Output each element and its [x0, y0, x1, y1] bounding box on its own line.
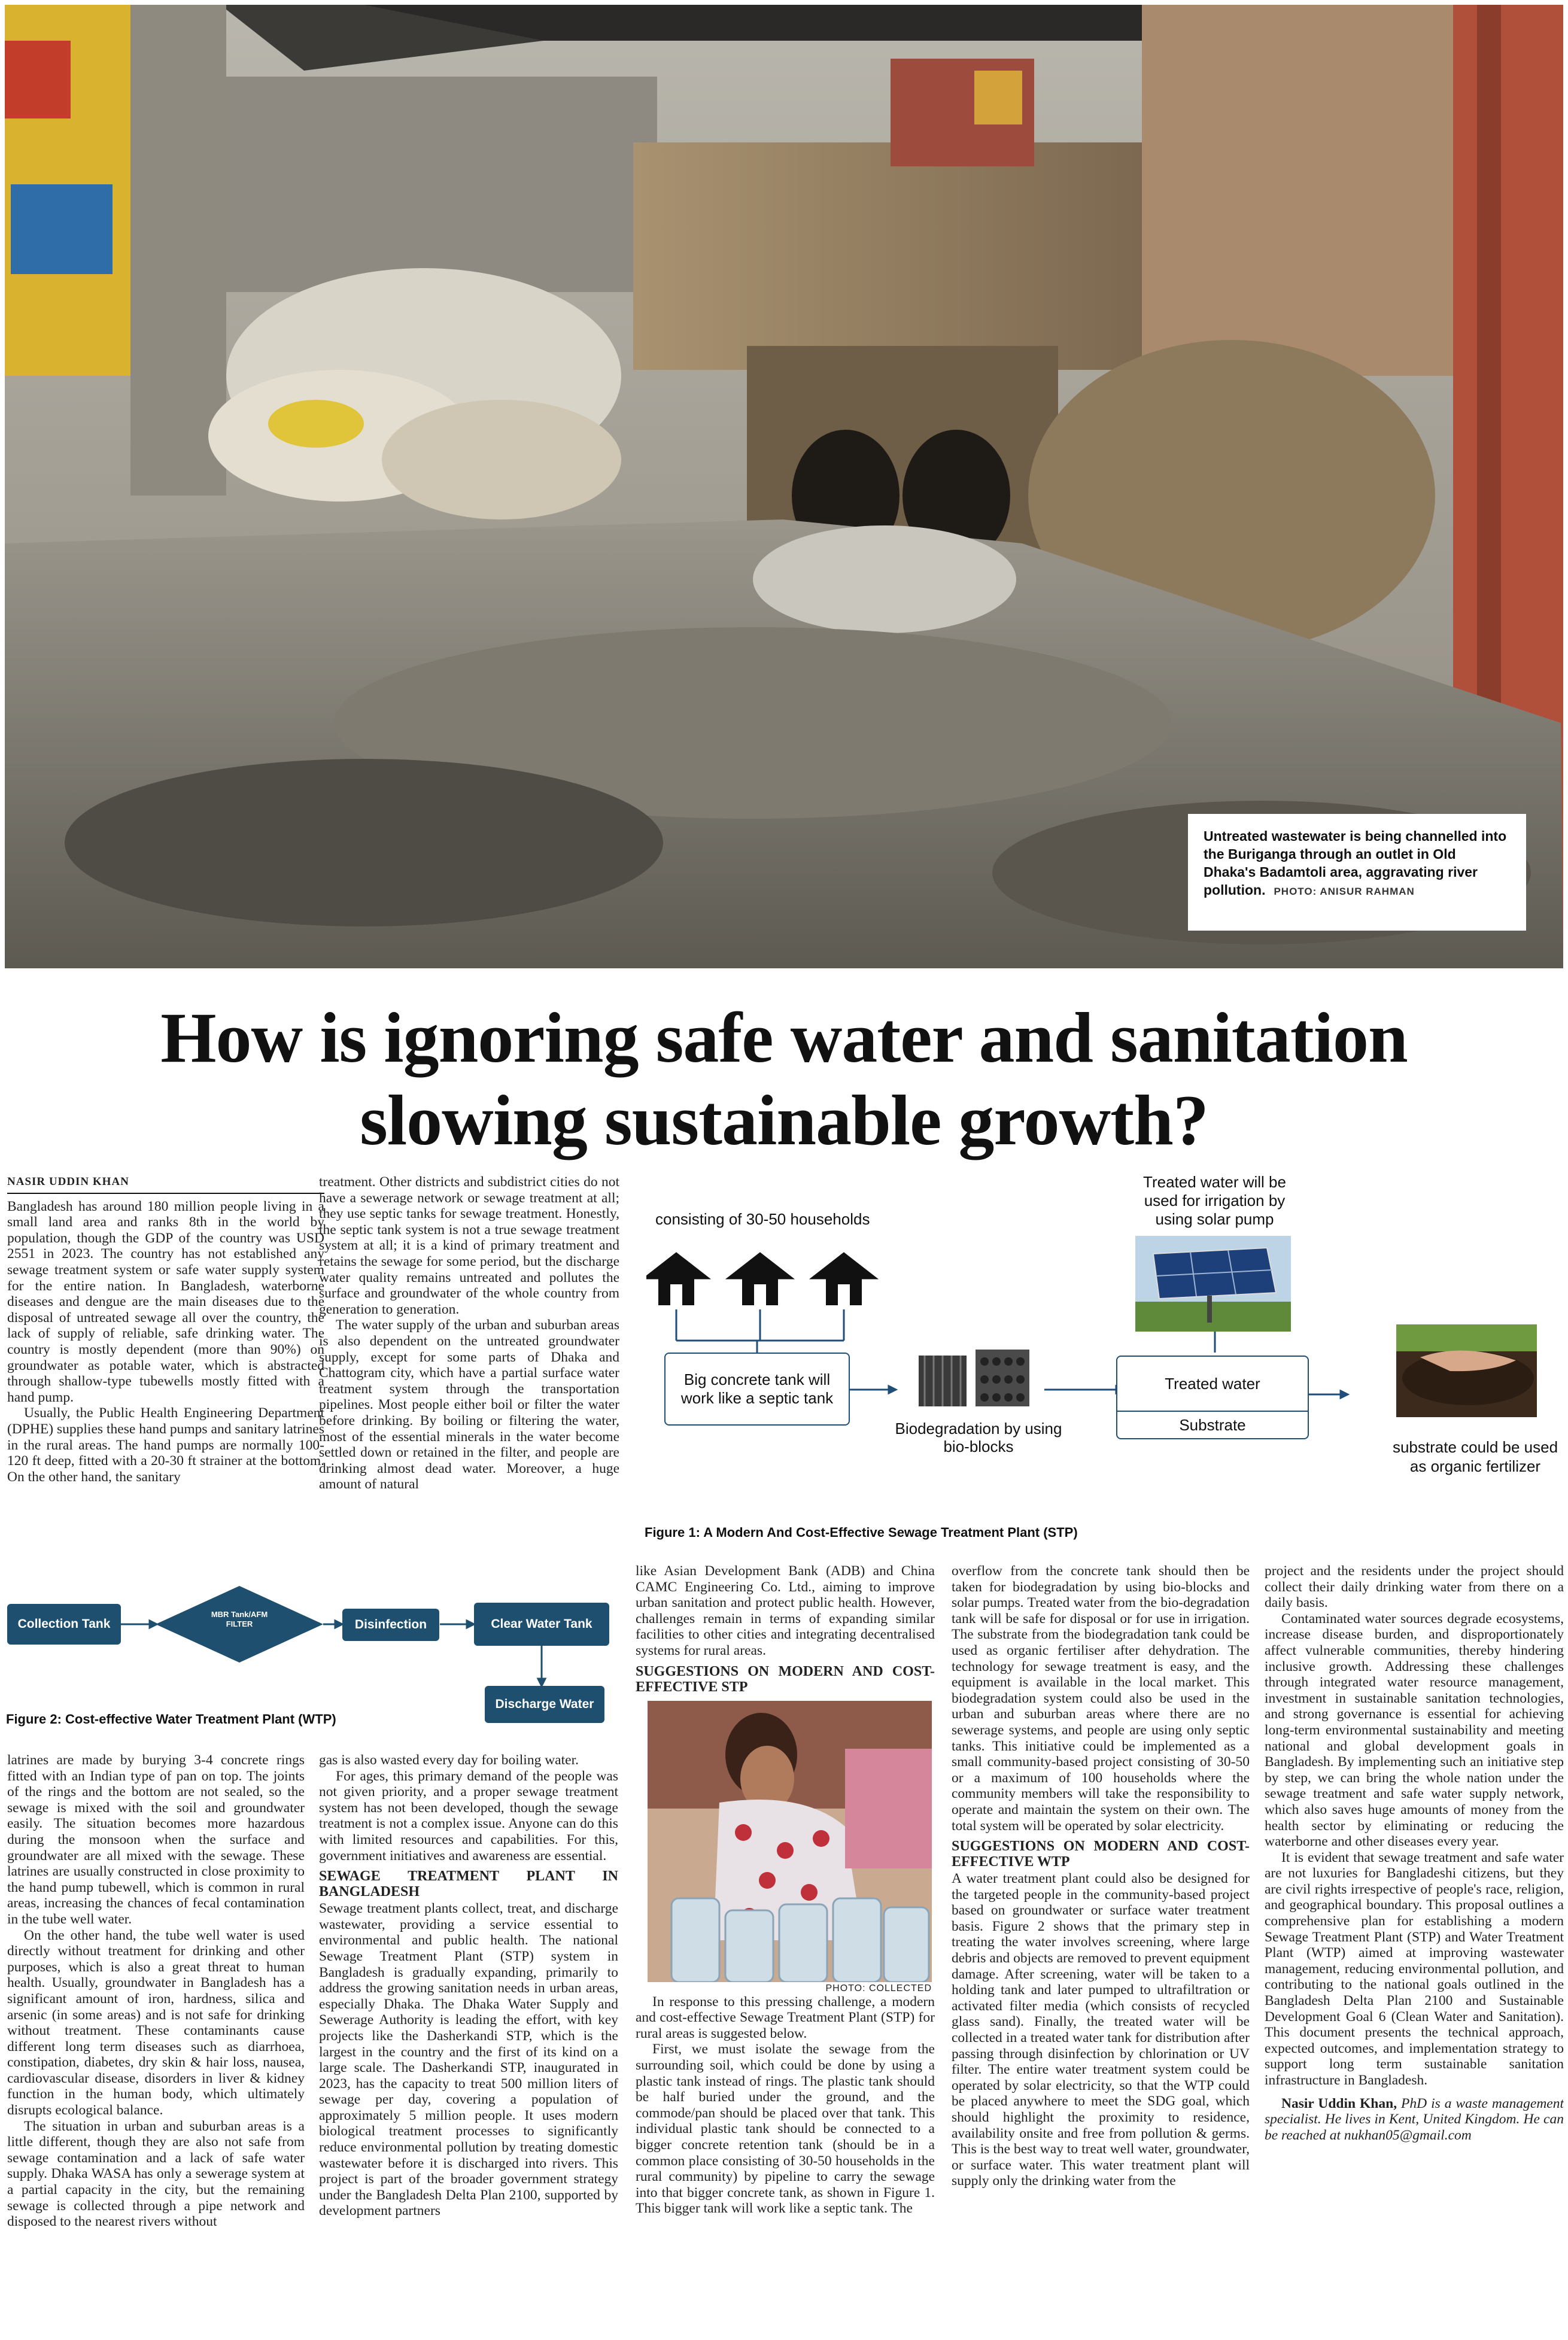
fertilizer-image — [1396, 1324, 1537, 1417]
paragraph: A water treatment plant could also be designed for the targeted people in the community-based project based on groundwater or surface water treatment basis. Figure 2 shows that the primary step in treating the water involves screening, where large debris and objects are removed to prevent equipment damage. After screening, water will be taken to a holding tank and later pumped to ultrafiltration or activated filter media (which consists of recycled glass sand). Finally, the treated water will be collected in a treated water tank for distribution after passing through disinfection by chlorination or UV filter. The entire water treatment system could be operated by solar electricity, so that the WTP could be placed anywhere to meet the SDG goal, which should highlight the proximity to residence, availability onsite and free from pollution & germs. This is the best way to treat well water, groundwater, or surface water. This water treatment plant will supply only the drinking water from the — [952, 1871, 1250, 2189]
hero-photo-credit: PHOTO: ANISUR RAHMAN — [1274, 886, 1415, 897]
section-heading: SEWAGE TREATMENT PLANT IN BANGLADESH — [319, 1868, 618, 1900]
paragraph: Usually, the Public Health Engineering Department (DPHE) supplies these hand pumps and sanitary latrines in the rural areas. The hand pumps are normally 100-120 ft deep, fitted with a 20-30 ft strainer at the bottom. On the other hand, the sanitary — [7, 1405, 324, 1485]
substrate-label: Substrate — [1179, 1415, 1246, 1434]
author-bio — [1265, 2096, 1564, 2144]
column-2-bottom — [319, 1752, 618, 2336]
paragraph: For ages, this primary demand of the people was not given priority, and a proper sewage treatment system has not been developed, though the sewage treatment is not a complex issue. Anyone can do this with limited resources and capabilities. For this, government initiatives and awareness are essential. — [319, 1768, 618, 1864]
headline-line2: slowing sustainable growth? — [360, 1080, 1208, 1160]
irrigation-label: Treated water will be used for irrigation by using solar pump — [1143, 1173, 1286, 1228]
solar-pump-image — [1135, 1236, 1291, 1332]
byline: NASIR UDDIN KHAN — [7, 1174, 324, 1194]
column-1-bottom — [7, 1752, 305, 2336]
column-1-top — [7, 1174, 324, 1557]
section-heading: SUGGESTIONS ON MODERN AND COST-EFFECTIVE STP — [636, 1663, 935, 1695]
disinfection-box: Disinfection — [342, 1609, 439, 1641]
bio-block-image — [913, 1347, 1032, 1412]
headline-line1: How is ignoring safe water and sanitation — [160, 998, 1408, 1077]
column-2-top — [319, 1174, 619, 1557]
figure-2 — [0, 1562, 622, 1742]
hero-caption — [1188, 814, 1526, 931]
figure-1 — [637, 1173, 1568, 1556]
paragraph: overflow from the concrete tank should then be taken for biodegradation by using bio-blocks and solar pumps. Treated water from the bio-degradation tank will be safe for disposal or for use in irrigation. The substrate from the biodegradation tank could be used as organic fertiliser after dehydration. The technology for sewage treatment is easy, and the equipment is available in the local market. This biodegradation system could also be used in the urban and suburban areas where there are no sewerage systems, and people are using only septic tanks. This initiative could be implemented as a small community-based project consisting of 30-50 or a maximum of 100 households where the community members will take the responsibility to operate and maintain the system on their own. The total system will be operated by solar electricity. — [952, 1563, 1250, 1834]
discharge-water-box: Discharge Water — [485, 1686, 604, 1723]
paragraph: Sewage treatment plants collect, treat, and discharge wastewater, providing a service essential to environmental and public health. The national Sewage Treatment Plant (STP) system in Bangladesh is gradually expanding, primarily to address the growing sanitation needs in urban areas, especially Dhaka. The Dhaka Water Supply and Sewerage Authority is leading the effort, with key projects like the Dasherkandi STP, which is the largest in the country and the first of its kind on a large scale. The Dasherkandi STP, inaugurated in 2023, has the capacity to treat 500 million liters of sewage per day, covering a population of approximately 5 million people. It uses modern biological treatment processes to significantly reduce environmental pollution by treating domestic wastewater before it is discharged into rivers. This project is part of the broader government strategy under the Bangladesh Delta Plan 2100, supported by development partners — [319, 1901, 618, 2219]
paragraph: Contaminated water sources degrade ecosystems, increase disease burden, and disproportionately affect vulnerable communities, thereby hindering inclusive growth. Addressing these challenges through integrated water resource management, investment in sustainable sanitation technologies, and strong governance is essential for achieving long-term environmental sustainability and meeting national and global development goals in Bangladesh. By implementing such an initiative step by step, we can bring the whole nation under the sewage treatment and safe water supply network, which also saves huge amounts of money from the health sector by eliminating or reducing the waterborne and other diseases every year. — [1265, 1610, 1564, 1850]
paragraph: treatment. Other districts and subdistrict cities do not have a sewerage network or sewage treatment at all; they use septic tanks for sewage treatment. Honestly, the septic tank system is not a true sewage treatment system at all; it is a kind of primary treatment and retains the sewage for some period, but the discharge water quality remains untreated and pollutes the surface and groundwater of the whole country from generation to generation. — [319, 1174, 619, 1317]
treated-water-box — [1116, 1356, 1309, 1439]
septic-tank-box — [664, 1353, 850, 1426]
paragraph: gas is also wasted every day for boiling water. — [319, 1752, 579, 1768]
paragraph: latrines are made by burying 3-4 concrete rings fitted with an Indian type of pan on top. The joints of the rings and the bottom are not sealed, so the sewage is mixed with the soil and groundwater easily. The situation becomes more hazardous during the monsoon when the surface and groundwater are all mixed with the sewage. These latrines are usually constructed in close proximity to the hand pump tubewell, which is common in rural areas, increasing the chances of fecal contamination in the tube well water. — [7, 1752, 305, 1927]
paragraph: The situation in urban and suburban areas is a little different, though they are also not safe from sewage contamination and a lack of safe water supply. Dhaka WASA has only a sewerage system at a partial capacity in the city, but the remaining sewage is collected through a pipe network and disposed to the nearest rivers without — [7, 2118, 305, 2230]
hero-caption-text: Untreated wastewater is being channelled into the Buriganga through an outlet in Old Dhaka's Badamtoli area, aggravating river pollution. — [1204, 828, 1507, 898]
column-3 — [636, 1563, 935, 2336]
households-label: consisting of 30-50 households — [655, 1210, 870, 1228]
filter-label: MBR Tank/AFM FILTER — [211, 1610, 268, 1628]
paragraph: On the other hand, the tube well water is used directly without treatment for drinking and other purposes, which is also a great threat to human health. Usually, groundwater in Bangladesh has a significant amount of iron, hardness, silica and arsenic (in some areas) and is not safe for drinking without treatment. These contaminants cause different long term diseases such as diarrhoea, constipation, diabetes, dry skin & hair loss, nausea, cardiovascular disease, disorders in liver & kidney function in the human body, which ultimately disrupts ecological balance. — [7, 1927, 305, 2119]
figure-1-caption: Figure 1: A Modern And Cost-Effective Sewage Treatment Plant (STP) — [645, 1525, 1078, 1540]
section-heading: SUGGESTIONS ON MODERN AND COST-EFFECTIVE WTP — [952, 1838, 1250, 1870]
biodegradation-label: Biodegradation by using bio-blocks — [895, 1420, 1062, 1455]
septic-tank-label: Big concrete tank will work like a septic tank — [680, 1370, 834, 1407]
paragraph: First, we must isolate the sewage from the surrounding soil, which could be done by using a plastic tank instead of rings. The plastic tank should be half buried under the ground, and the commode/pan should be placed over that tank. This individual plastic tank should be connected to a bigger concrete retention tank (should be in a common place consisting of 30-50 households in the rural community) by pipeline to carry the sewage into that bigger concrete tank, as shown in Figure 1. This bigger tank will work like a septic tank. The — [636, 2041, 935, 2217]
paragraph: project and the residents under the project should collect their daily drinking water from there on a daily basis. — [1265, 1563, 1564, 1611]
column-5 — [1265, 1563, 1564, 2336]
paragraph: like Asian Development Bank (ADB) and China CAMC Engineering Co. Ltd., aiming to improve urban sanitation and protect public health. However, challenges remain in terms of expanding similar facilities to other cities and integrating decentralised systems for rural areas. — [636, 1563, 935, 1658]
water-collection-photo — [648, 1701, 932, 1982]
author-description: PhD is a waste management specialist. He lives in Kent, United Kingdom. He can be reached at nukhan05@gmail.com — [1265, 2095, 1564, 2143]
author-name: Nasir Uddin Khan, — [1281, 2095, 1397, 2111]
treated-water-label: Treated water — [1117, 1357, 1308, 1412]
column-4 — [952, 1563, 1250, 2336]
photo-collected — [648, 1701, 932, 1993]
headline — [0, 996, 1568, 1162]
paragraph: It is evident that sewage treatment and safe water are not luxuries for Bangladeshi citizens, but they are civil rights irrespective of people's race, religion, and geographical boundary. This proposal outlines a comprehensive plan for establishing a modern Sewage Treatment Plant (STP) and Water Treatment Plant (WTP) aimed at improving wastewater management, reducing environmental pollution, and contributing to the national goals outlined in the Bangladesh Delta Plan 2100 and Sustainable Development Goal 6 (Clean Water and Sanitation). This document presents the technical approach, expected outcomes, and implementation strategy to support long term sustainable sanitation infrastructure in Bangladesh. — [1265, 1849, 1564, 2088]
paragraph: Bangladesh has around 180 million people living in a small land area and ranks 8th in the world by population, though the GDP of the country was USD 2551 in 2023. The country has not established any sewage treatment system or safe water supply system for the entire nation. In Bangladesh, waterborne diseases and dengue are the main diseases due to the disposal of untreated sewage all over the country, the lack of supply of reliable, safe drinking water. The country is mostly dependent (more than 90%) on groundwater as potable water, which is abstracted through shallow-type tubewells mostly fitted with a hand pump. — [7, 1198, 324, 1405]
paragraph: The water supply of the urban and suburban areas is also dependent on the untreated groundwater supply, except for some parts of Dhaka and Chattogram city, which have a partial surface water treatment system through the transportation pipelines. Most people either boil or filter the water before drinking. By boiling or filtering the water, most of the essential minerals in the water become settled down or retained in the filter, and people are drinking almost dead water. Moreover, a huge amount of natural — [319, 1317, 619, 1493]
figure-2-caption: Figure 2: Cost-effective Water Treatment Plant (WTP) — [6, 1712, 336, 1727]
paragraph: In response to this pressing challenge, a modern and cost-effective Sewage Treatment Plant (STP) for rural areas is suggested below. — [636, 1993, 935, 2041]
clear-water-tank-box: Clear Water Tank — [474, 1603, 609, 1646]
fertilizer-label: substrate could be used as organic fertilizer — [1392, 1438, 1558, 1475]
collection-tank-box: Collection Tank — [7, 1604, 121, 1645]
photo-collected-credit: PHOTO: COLLECTED — [825, 1983, 932, 1993]
